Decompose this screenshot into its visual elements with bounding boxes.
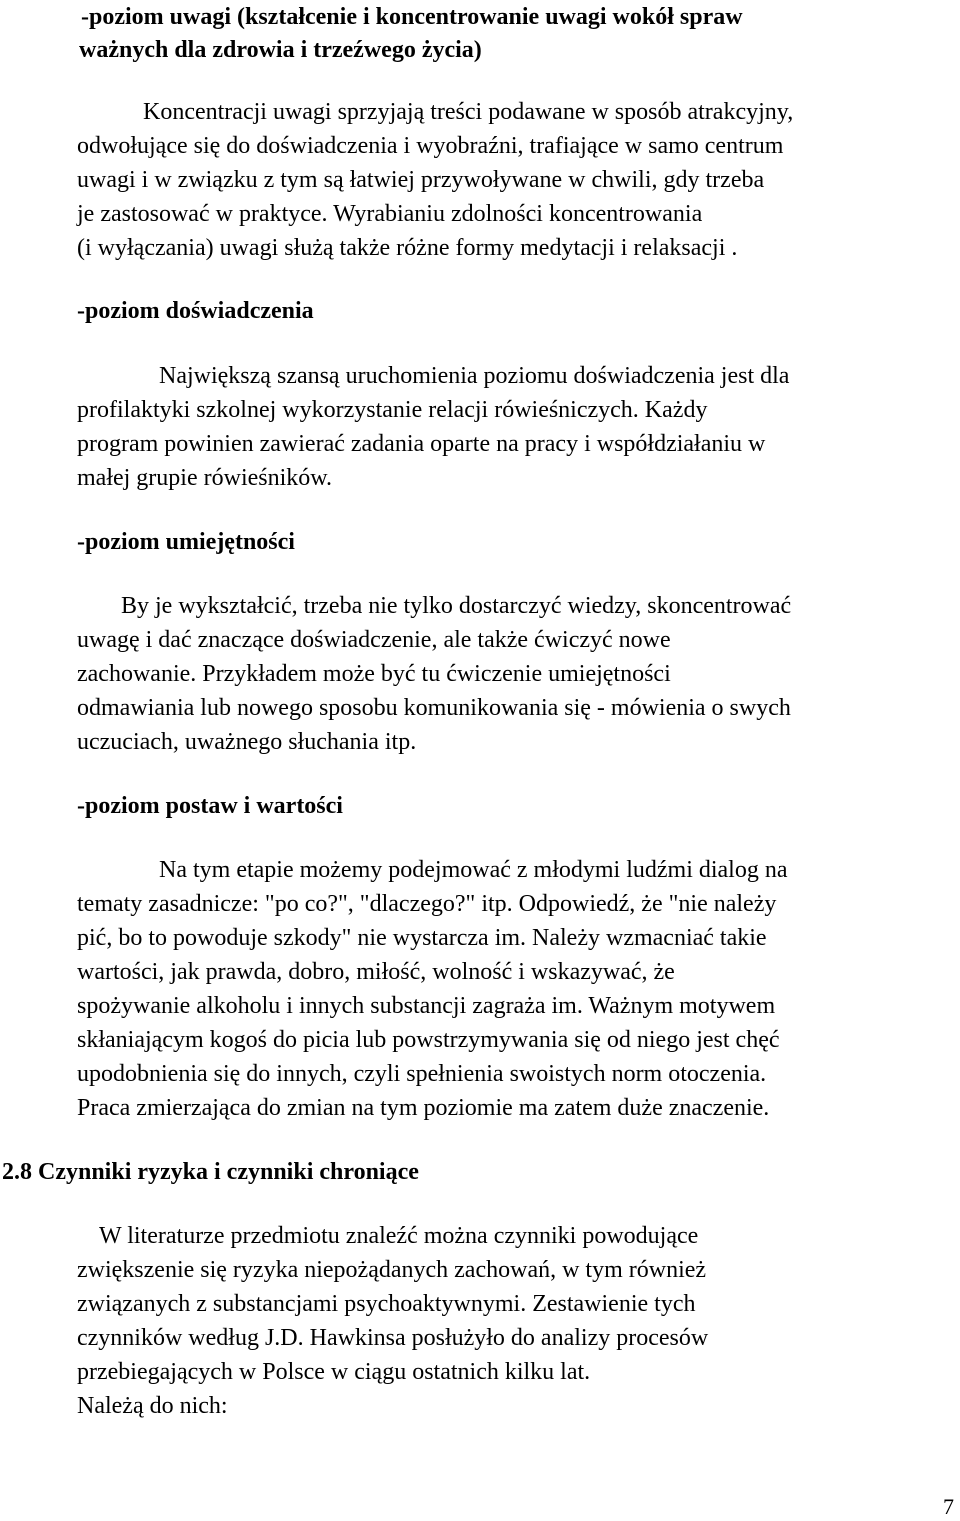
paragraph-line: wartości, jak prawda, dobro, miłość, wolność i wskazywać, że — [77, 959, 675, 985]
page-number: 7 — [943, 1494, 954, 1519]
paragraph-line: profilaktyki szkolnej wykorzystanie relacji rówieśniczych. Każdy — [77, 397, 708, 423]
paragraph-line: związanych z substancjami psychoaktywnymi. Zestawienie tych — [77, 1291, 696, 1317]
paragraph-line: Koncentracji uwagi sprzyjają treści podawane w sposób atrakcyjny, — [143, 99, 794, 125]
paragraph-line: odmawiania lub nowego sposobu komunikowania się - mówienia o swych — [77, 695, 791, 721]
paragraph-line: przebiegających w Polsce w ciągu ostatnich kilku lat. — [77, 1359, 591, 1385]
section-heading-czynniki-ryzyka: 2.8 Czynniki ryzyka i czynniki chroniące — [2, 1159, 419, 1185]
section-heading-umiejetnosci: -poziom umiejętności — [77, 529, 295, 555]
paragraph-line: skłaniającym kogoś do picia lub powstrzymywania się od niego jest chęć — [77, 1027, 780, 1053]
paragraph-line: Na tym etapie możemy podejmować z młodymi ludźmi dialog na — [159, 857, 788, 883]
paragraph-line: zachowanie. Przykładem może być tu ćwiczenie umiejętności — [77, 661, 671, 687]
paragraph-line: Największą szansą uruchomienia poziomu doświadczenia jest dla — [159, 363, 790, 389]
paragraph-line: czynników według J.D. Hawkinsa posłużyło do analizy procesów — [77, 1325, 709, 1351]
paragraph-line: program powinien zawierać zadania oparte na pracy i współdziałaniu w — [77, 431, 766, 457]
paragraph-line: Praca zmierzająca do zmian na tym poziomie ma zatem duże znaczenie. — [77, 1095, 770, 1121]
paragraph-line: W literaturze przedmiotu znaleźć można czynniki powodujące — [99, 1223, 699, 1249]
paragraph-line: uczuciach, uważnego słuchania itp. — [77, 729, 417, 755]
paragraph-line: odwołujące się do doświadczenia i wyobraźni, trafiające w samo centrum — [77, 133, 784, 159]
paragraph-line: By je wykształcić, trzeba nie tylko dostarczyć wiedzy, skoncentrować — [121, 593, 792, 619]
paragraph-line: zwiększenie się ryzyka niepożądanych zachowań, w tym również — [77, 1257, 707, 1283]
paragraph-line: małej grupie rówieśników. — [77, 465, 333, 491]
paragraph-line: pić, bo to powoduje szkody" nie wystarcza im. Należy wzmacniać takie — [77, 925, 767, 951]
paragraph-line: tematy zasadnicze: "po co?", "dlaczego?" itp. Odpowiedź, że "nie należy — [77, 891, 777, 917]
paragraph-line: (i wyłączania) uwagi służą także różne formy medytacji i relaksacji . — [77, 235, 738, 261]
section-heading-postaw-i-wartosci: -poziom postaw i wartości — [77, 793, 343, 819]
section-heading-uwaga-line-2: ważnych dla zdrowia i trzeźwego życia) — [79, 37, 482, 63]
section-heading-uwaga-line-1: -poziom uwagi (kształcenie i koncentrowanie uwagi wokół spraw — [81, 4, 743, 30]
paragraph-line: je zastosować w praktyce. Wyrabianiu zdolności koncentrowania — [77, 201, 703, 227]
paragraph-line: Należą do nich: — [77, 1393, 228, 1419]
paragraph-line: spożywanie alkoholu i innych substancji zagraża im. Ważnym motywem — [77, 993, 776, 1019]
paragraph-line: upodobnienia się do innych, czyli spełnienia swoistych norm otoczenia. — [77, 1061, 767, 1087]
section-heading-doswiadczenia: -poziom doświadczenia — [77, 298, 314, 324]
paragraph-line: uwagi i w związku z tym są łatwiej przywoływane w chwili, gdy trzeba — [77, 167, 765, 193]
paragraph-line: uwagę i dać znaczące doświadczenie, ale także ćwiczyć nowe — [77, 627, 671, 653]
